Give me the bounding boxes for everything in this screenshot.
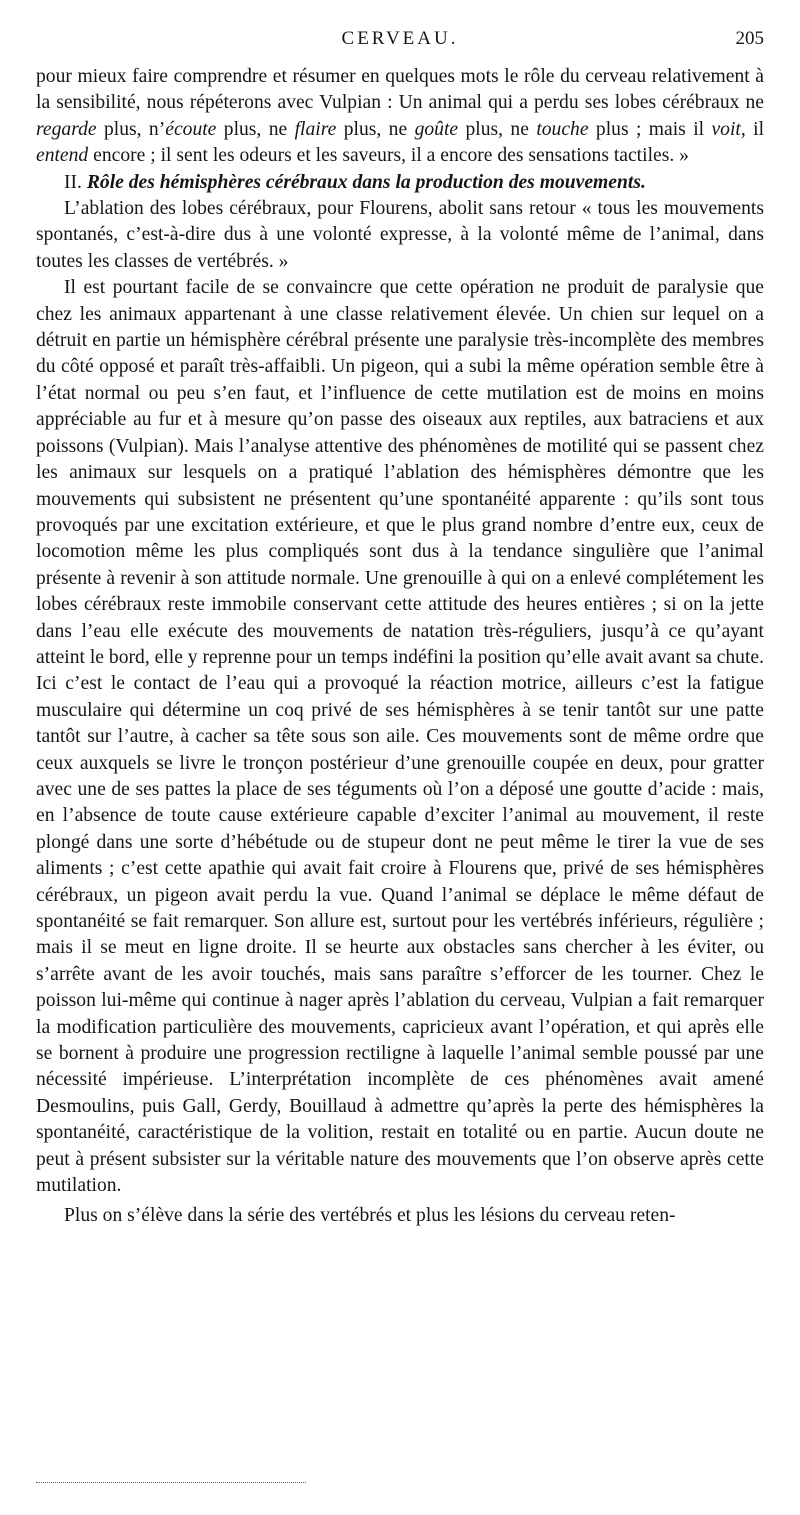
section-title: Rôle des hémisphères cérébraux dans la production des mouvements. xyxy=(86,171,646,193)
text-run: encore ; il sent les odeurs et les saveurs, il a encore des sensations tactiles. » xyxy=(88,145,689,167)
italic-word: touche xyxy=(536,118,589,140)
paragraph-sensibility-conclusion xyxy=(36,64,764,170)
italic-word: voit xyxy=(711,118,741,140)
running-title: CERVEAU. xyxy=(341,28,459,49)
paragraph-continuation: Plus on s’élève dans la série des vertébrés et plus les lésions du cerveau reten- xyxy=(64,1205,676,1227)
page-body xyxy=(36,64,764,1230)
italic-word: écoute xyxy=(165,118,217,140)
italic-word: regarde xyxy=(36,118,97,140)
text-run: plus, ne xyxy=(336,118,415,140)
section-number: II. xyxy=(64,171,82,193)
page-header xyxy=(36,28,764,58)
paragraph-motility-analysis: Il est pourtant facile de se convaincre que cette opération ne produit de paralysie que chez les animaux appartenant à une classe relativement élevée. Un chien sur lequel on a détruit en partie un hémisphère cérébral présente une paralysie très-incomplète des membres du côté opposé et paraît très-affaibli. Un pigeon, qui a subi la même opération semble être à l’état normal ou peu s’en faut, et l’influence de cette mutilation est de moins en moins appréciable au fur et à mesure qu’on passe des oiseaux aux reptiles, aux batraciens et aux poissons (Vulpian). Mais l’analyse attentive des phénomènes de motilité qui se passent chez les animaux sur lesquels on a pratiqué l’ablation des hémisphères démontre que les mouvements qui subsistent ne présentent qu’une spontanéité apparente : qu’ils sont tous provoqués par une excitation extérieure, et que le plus grand nombre d’entre eux, ceux de locomotion même les plus compliqués sont dus à la tendance singulière que l’animal présente à revenir à son attitude normale. Une grenouille à qui on a enlevé complétement les lobes cérébraux reste immobile conservant cette attitude des heures entières ; si on la jette dans l’eau elle exécute des mouvements de natation très-réguliers, jusqu’à ce qu’ayant atteint le bord, elle y reprenne pour un temps indéfini la position qu’elle avait avant sa chute. Ici c’est le contact de l’eau qui a provoqué la réaction motrice, ailleurs c’est la fatigue musculaire qui détermine un coq privé de ses hémisphères à se tenir tantôt sur une patte tantôt sur l’autre, à cacher sa tête sous son aile. Ces mouvements sont de même ordre que ceux auxquels se livre le tronçon postérieur d’une grenouille coupée en deux, pour gratter avec une de ses pattes la place de ses téguments où l’on a déposé une goutte d’acide : mais, en l’absence de toute cause extérieure capable d’exciter l’animal au mouvement, il reste plongé dans une sorte d’hébétude ou de stupeur dont ne peut même le tirer la vue de ses aliments ; c’est cette apathie qui avait fait croire à Flourens que, privé de ses hémisphères cérébraux, un pigeon avait perdu la vue. Quand l’animal se déplace le même défaut de spontanéité se fait remarquer. Son allure est, surtout pour les vertébrés inférieurs, régulière ; mais il se meut en ligne droite. Il se heurte aux obstacles sans chercher à les éviter, ou s’arrête avant de les avoir touchés, mais sans paraître s’efforcer de les tourner. Chez le poisson lui-même qui continue à nager après l’ablation du cerveau, Vulpian a fait remarquer la modification particulière des mouvements, capricieux avant l’opération, et qui après elle se bornent à produire une progression rectiligne à laquelle l’animal semble poussé par une nécessité impérieuse. L’interprétation incomplète de ces phénomènes avait amené Desmoulins, puis Gall, Gerdy, Bouillaud à admettre qu’après la perte des hémisphères la spontanéité, caractéristique de la volition, restait en totalité ou en partie. Aucun doute ne peut à présent subsister sur la véritable nature des mouvements que l’on observe après cette mutilation. xyxy=(36,277,765,1197)
text-run: plus, ne xyxy=(216,118,295,140)
text-run: , il xyxy=(740,118,765,140)
text-run: plus ; mais il xyxy=(588,118,712,140)
italic-word: goûte xyxy=(414,118,459,140)
page-number: 205 xyxy=(735,28,764,49)
footnote-divider xyxy=(36,1482,306,1483)
text-run: plus, n’ xyxy=(96,118,166,140)
section-heading xyxy=(36,170,764,196)
text-run: plus, ne xyxy=(458,118,537,140)
italic-word: entend xyxy=(36,145,89,167)
italic-word: flaire xyxy=(294,118,337,140)
text-run: pour mieux faire comprendre et résumer en quelques mots le rôle du cerveau relativement à la sensibilité, nous répéterons avec Vulpian : Un animal qui a perdu ses lobes cérébraux ne xyxy=(36,66,764,114)
paragraph-flourens-ablation: L’ablation des lobes cérébraux, pour Flourens, abolit sans retour « tous les mouvements spontanés, c’est-à-dire dus à une volonté expresse, à la volonté même de l’animal, dans toutes les classes de vertébrés. » xyxy=(36,198,764,272)
